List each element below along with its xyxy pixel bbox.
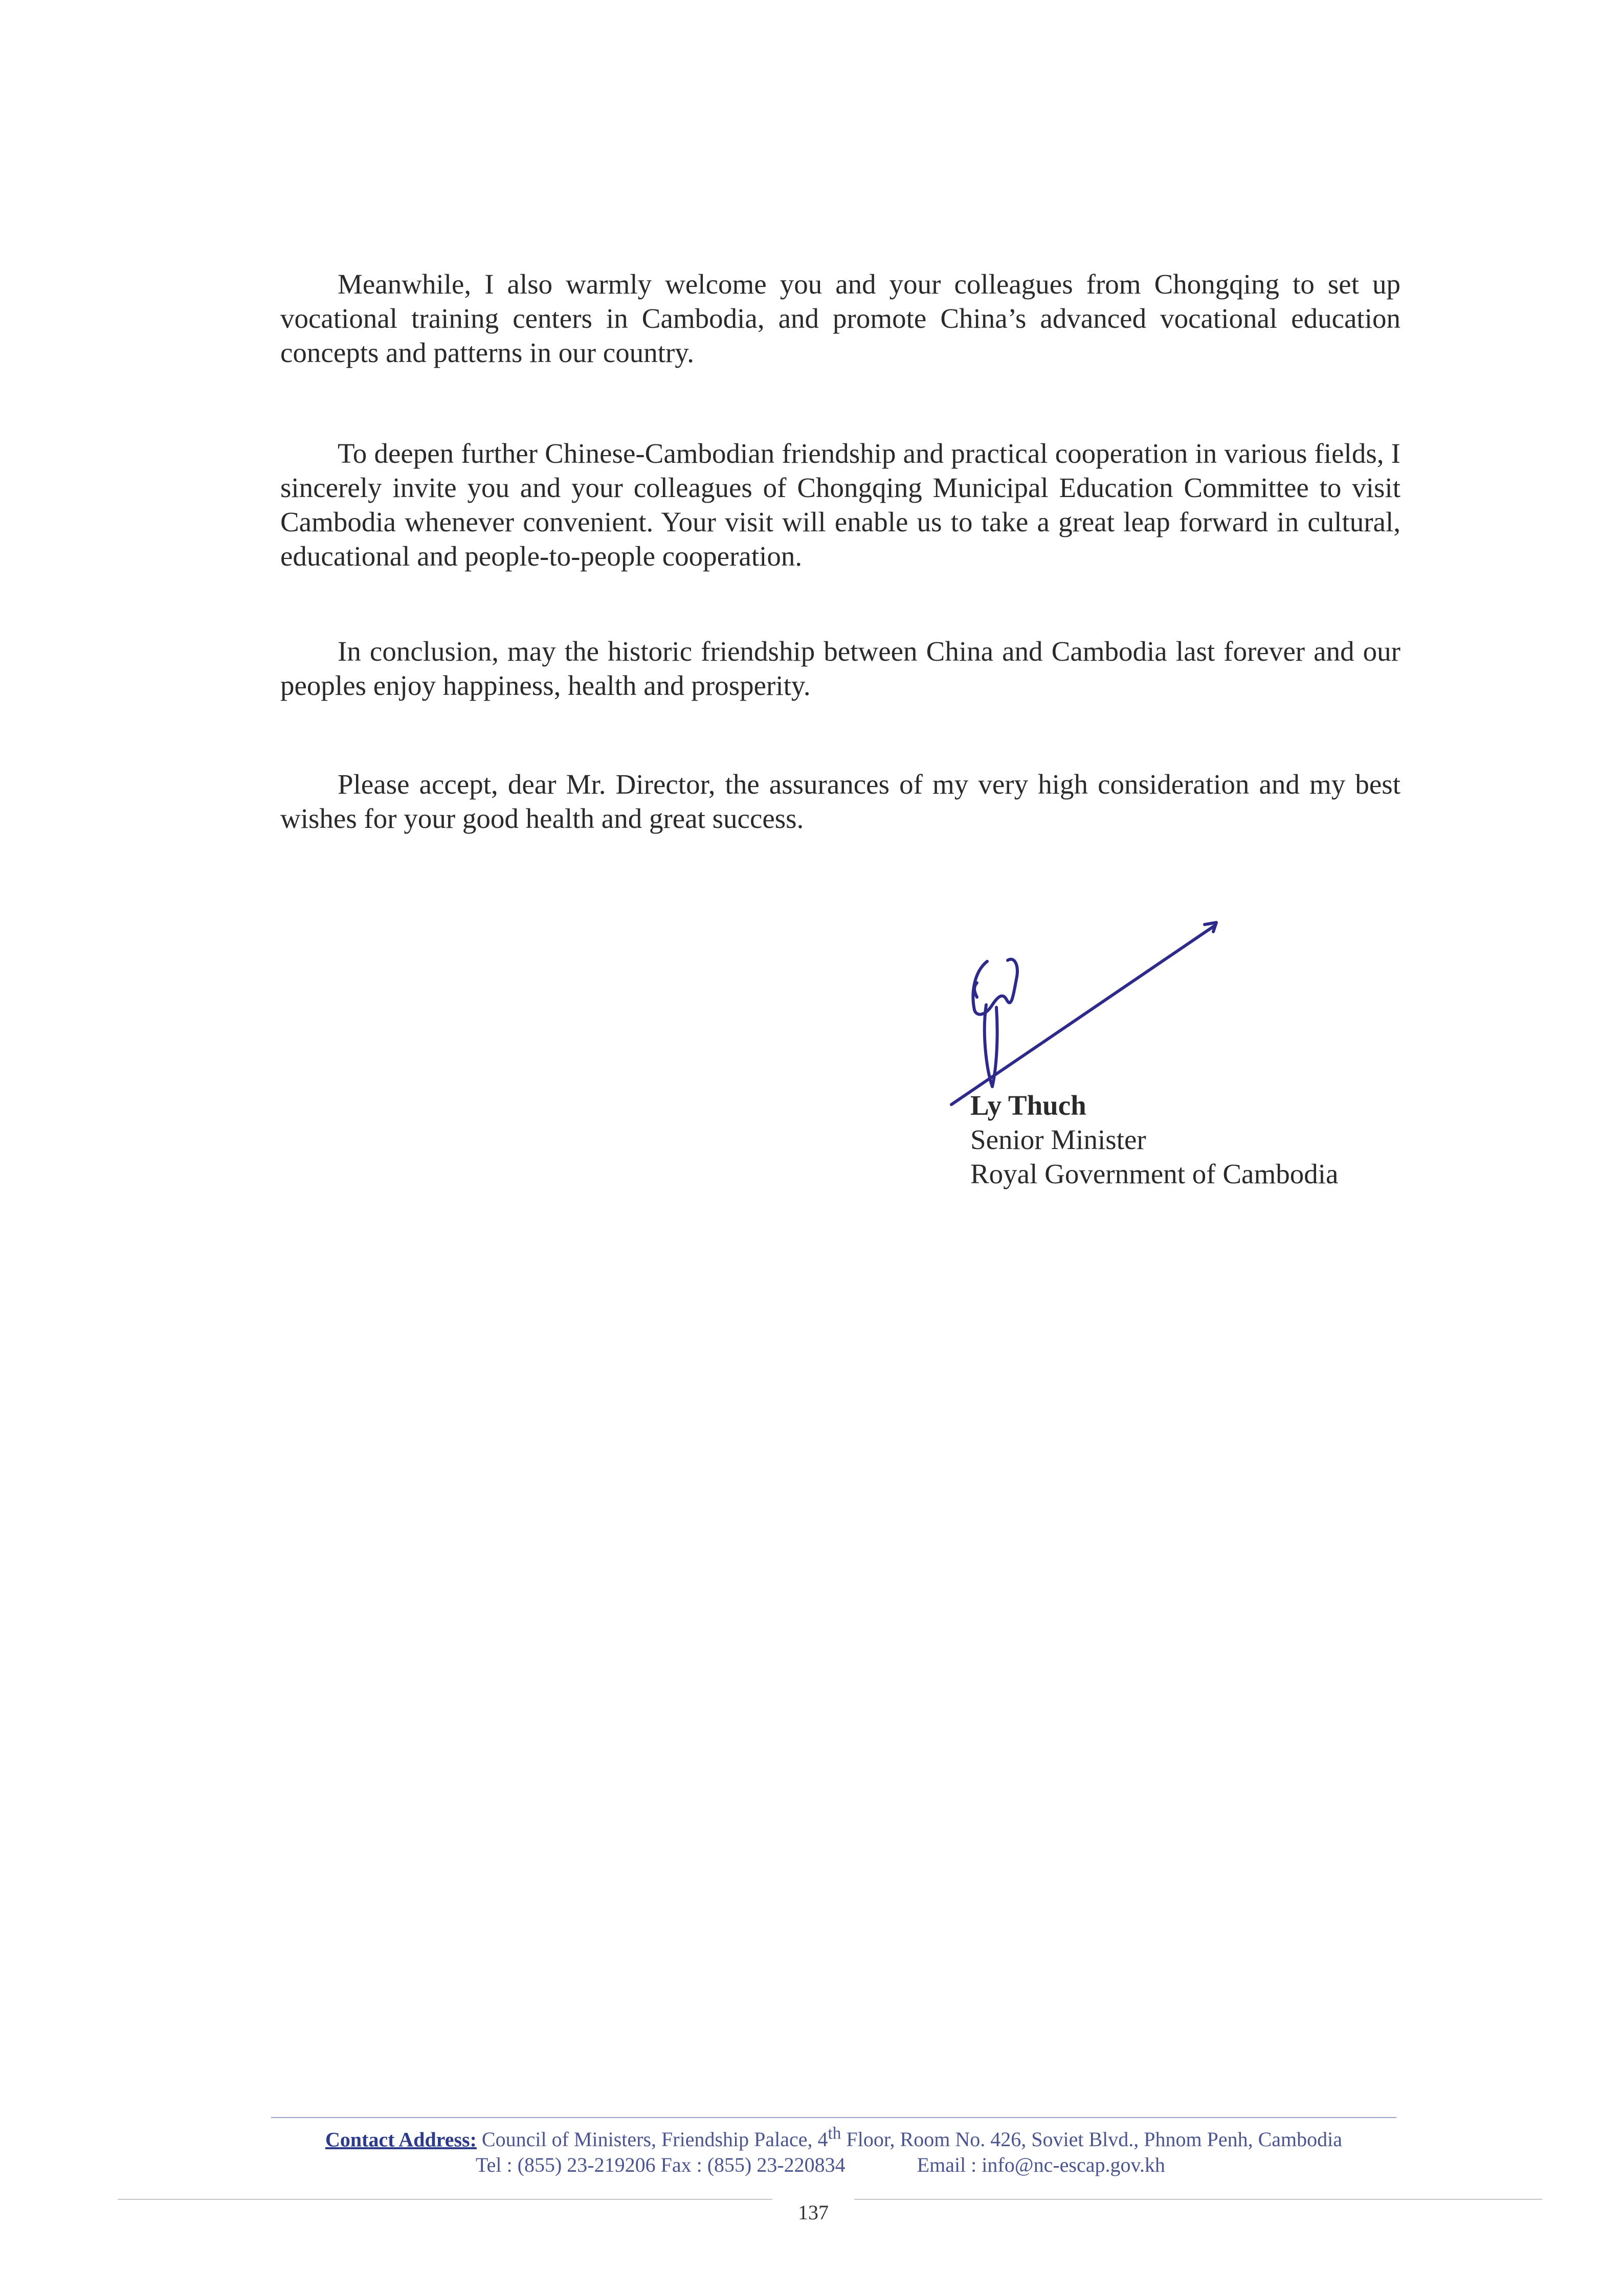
page-number-rule-right — [854, 2199, 1542, 2200]
paragraph-vocational-centers: Meanwhile, I also warmly welcome you and your colleagues from Chongqing to set up vocational training centers in Cambodia, and promote China’s advanced vocational education concepts and patterns in our country. — [280, 268, 1400, 368]
paragraph-visit-invitation: To deepen further Chinese-Cambodian friendship and practical cooperation in various fields, I sincerely invite you and your colleagues of Chongqing Municipal Education Committee to visit Cambodia whenever convenient. Your visit will enable us to take a great leap forward in cultural, educational and people-to-people cooperation. — [280, 438, 1400, 572]
signatory-organization: Royal Government of Cambodia — [970, 1158, 1339, 1189]
footer-contact-line — [271, 2152, 1396, 2178]
page-number: 137 — [798, 2201, 829, 2224]
footer-address-line — [271, 2121, 1396, 2152]
paragraph-closing-wishes: Please accept, dear Mr. Director, the assurances of my very high consideration and my best wishes for your good health and great success. — [280, 769, 1400, 834]
contact-address: Council of Ministers, Friendship Palace, 4th Floor, Room No. 426, Soviet Blvd., Phnom Penh, Cambodia — [481, 2124, 1343, 2151]
contact-address-label: Contact Address: — [325, 2128, 477, 2151]
footer-divider — [271, 2117, 1396, 2118]
signature-block — [970, 1088, 1338, 1191]
signatory-title: Senior Minister — [970, 1124, 1146, 1155]
contact-email: Email : info@nc-escap.gov.kh — [917, 2153, 1165, 2177]
contact-phone-fax: Tel : (855) 23-219206 Fax : (855) 23-220834 — [476, 2153, 846, 2177]
signatory-name: Ly Thuch — [970, 1090, 1086, 1121]
page-number-rule-left — [118, 2199, 772, 2200]
paragraph-conclusion: In conclusion, may the historic friendship between China and Cambodia last forever and our peoples enjoy happiness, health and prosperity. — [280, 636, 1400, 701]
contact-footer — [271, 2121, 1396, 2178]
